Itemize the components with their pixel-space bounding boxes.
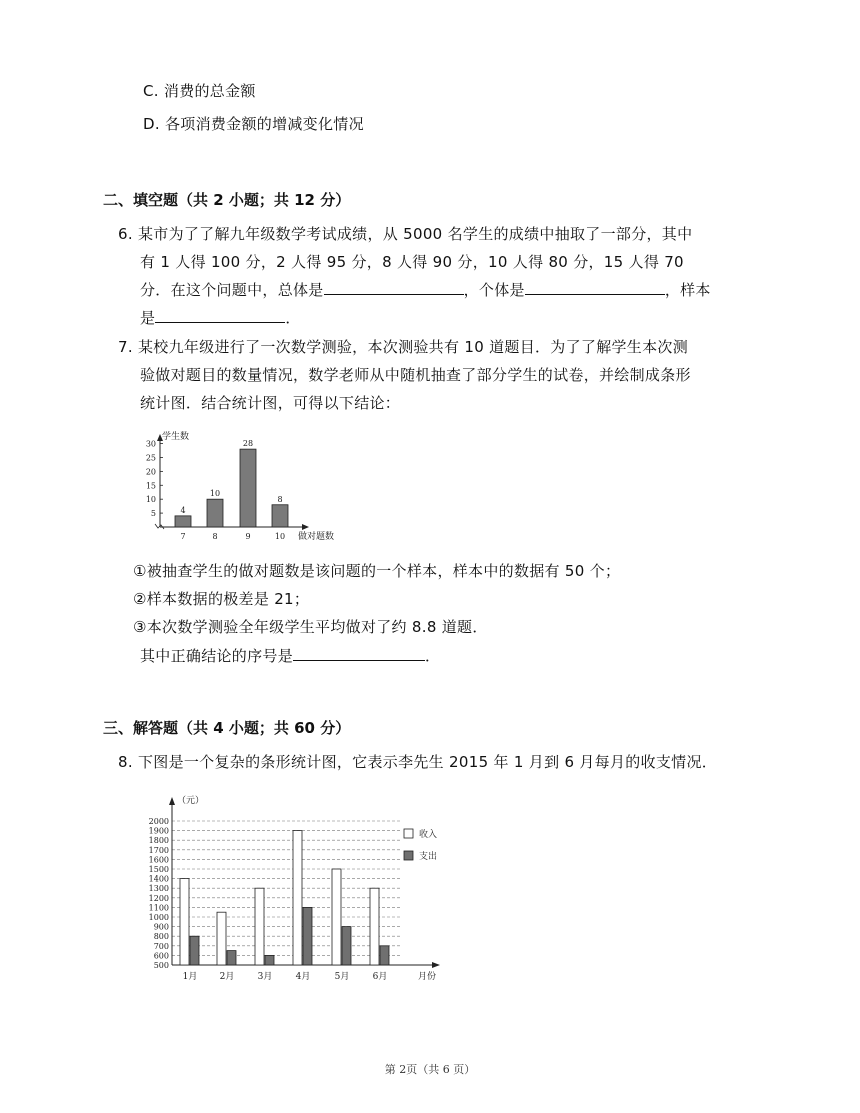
y-tick-label: 15 [145,481,156,491]
bar [175,516,191,527]
y-tick-label: 1800 [148,836,169,846]
y-tick-label: 10 [145,495,156,505]
y-tick-label: 1100 [148,903,169,913]
q6-line-4-text-b: ． [285,309,301,327]
y-axis-label: （元） [177,796,205,806]
x-tick-label: 1月 [182,972,198,982]
expense-bar [265,955,274,965]
bar [272,505,288,527]
expense-bar [380,946,389,965]
x-tick-label: 2月 [219,972,235,982]
q8-line-1: 8. 下图是一个复杂的条形统计图，它表示李先生 2015 年 1 月到 6 月每月的收支情况． [118,753,718,771]
y-tick-label: 1500 [148,865,169,874]
y-axis-label: 学生数 [162,432,190,442]
x-axis-arrow [432,962,440,968]
q7-answer-text: 其中正确结论的序号是 [140,647,294,665]
x-tick-label: 3月 [257,972,273,982]
legend-label: 收入 [419,830,438,840]
y-tick-label: 600 [153,951,169,961]
y-tick-label: 1300 [148,884,169,894]
q7-line-1: 7. 某校九年级进行了一次数学测验，本次测验共有 10 道题目．为了了解学生本次测 [118,338,689,356]
y-tick-label: 1000 [148,913,169,922]
bar-data-label: 28 [242,439,254,449]
option-d: D. 各项消费金额的增减变化情况 [143,115,364,133]
q7-answer-line [140,646,440,666]
legend-swatch [404,851,413,860]
y-tick-label: 5 [150,509,156,519]
x-tick-label: 4月 [295,972,311,982]
x-tick-label: 10 [274,532,286,541]
section-2-title: 二、填空题（共 2 小题；共 12 分） [103,191,351,209]
expense-bar [303,907,312,965]
individual-answer-blank[interactable] [525,280,665,295]
y-tick-label: 1400 [148,874,169,884]
bar-data-label: 4 [180,505,186,515]
conclusion-3: ③本次数学测验全年级学生平均做对了约 8.8 道题． [133,618,488,636]
expense-bar [227,951,236,965]
sample-answer-blank[interactable] [155,308,285,323]
q6-line-4 [140,308,301,328]
y-tick-label: 1600 [148,855,169,865]
income-bar [293,831,302,965]
section-3-title: 三、解答题（共 4 小题；共 60 分） [103,719,351,737]
y-tick-label: 1900 [148,826,169,836]
q6-line-3 [140,280,711,300]
y-tick-label: 700 [153,941,169,951]
y-tick-label: 1700 [148,845,169,855]
conclusion-2: ②样本数据的极差是 21； [133,590,310,608]
expense-bar [190,936,199,965]
income-bar [370,888,379,965]
x-axis-label: 做对题数 [298,532,335,542]
bar [240,449,256,527]
x-axis-arrow [302,524,309,530]
y-tick-label: 800 [153,932,169,942]
bar-data-label: 10 [209,489,221,499]
expense-bar [342,927,351,965]
legend-swatch [404,829,413,838]
income-expense-bar-chart [140,784,450,984]
page-footer: 第 2页（共 6 页） [384,1063,476,1076]
y-tick-label: 25 [145,453,156,463]
x-tick-label: 5月 [334,972,350,982]
q6-line-1: 6. 某市为了了解九年级数学考试成绩，从 5000 名学生的成绩中抽取了一部分，其中 [118,225,693,243]
y-tick-label: 30 [145,439,156,449]
q6-line-4-text-a: 是 [140,309,156,327]
q6-line-3-text-a: 分．在这个问题中，总体是 [140,281,324,299]
y-tick-label: 500 [153,961,169,970]
x-tick-label: 7 [180,532,186,541]
bar [207,499,223,527]
bar-data-label: 8 [277,494,283,504]
population-answer-blank[interactable] [324,280,464,295]
income-bar [332,869,341,965]
q7-line-2: 验做对题目的数量情况，数学老师从中随机抽查了部分学生的试卷，并绘制成条形 [140,366,691,384]
income-bar [255,888,264,965]
option-c: C. 消费的总金额 [143,82,256,100]
x-tick-label: 6月 [372,972,388,982]
score-bar-chart [140,428,350,544]
x-axis-label: 月份 [418,972,437,982]
income-bar [180,879,189,965]
q6-line-3-text-b: ，个体是 [463,281,525,299]
x-tick-label: 8 [212,532,218,541]
q7-line-3: 统计图．结合统计图，可得以下结论： [140,394,401,412]
conclusion-1: ①被抽查学生的做对题数是该问题的一个样本，样本中的数据有 50 个； [133,562,621,580]
y-tick-label: 2000 [148,817,169,826]
q6-line-2: 有 1 人得 100 分，2 人得 95 分，8 人得 90 分，10 人得 80 分，15 人得 70 [140,253,684,271]
q7-answer-end: ． [425,647,441,665]
conclusion-answer-blank[interactable] [293,646,425,661]
y-tick-label: 20 [145,467,156,477]
y-tick-label: 1200 [148,893,169,903]
legend-label: 支出 [419,852,438,862]
y-axis-arrow [169,797,175,805]
income-bar [217,912,226,965]
x-tick-label: 9 [245,532,251,541]
y-tick-label: 900 [153,922,169,932]
q6-line-3-text-c: ，样本 [664,281,711,299]
